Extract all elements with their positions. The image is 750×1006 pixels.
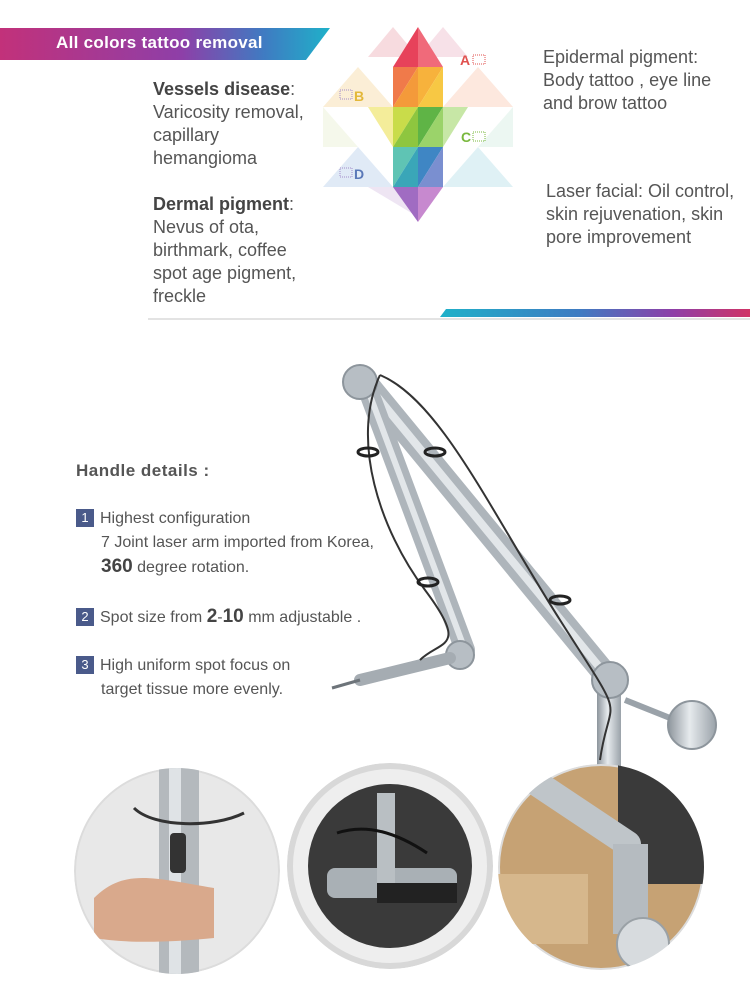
zone-label-a: [460, 52, 485, 68]
arm-joint-photo: [498, 764, 704, 970]
handpiece-photo: [74, 768, 280, 974]
number-badge: 3: [76, 656, 94, 674]
item-3-line2: target tissue more evenly.: [101, 681, 284, 698]
vessels-text: Varicosity removal, capillary hemangioma: [153, 102, 304, 168]
vessels-heading: Vessels disease: [153, 79, 291, 99]
handle-item-2: [76, 605, 361, 630]
dermal-colon: :: [289, 194, 295, 214]
zone-label-c: [461, 129, 485, 145]
item-3-line1: High uniform spot focus on: [100, 657, 291, 674]
item-2-max: 10: [222, 606, 244, 627]
item-1-line1: Highest configuration: [100, 510, 251, 527]
accent-bar: [440, 309, 750, 317]
section-divider: [148, 318, 750, 320]
laser-facial-block: Laser facial: Oil control, skin rejuvenation, skin pore improvement: [546, 181, 735, 247]
item-1-rotation-value: 360: [101, 556, 133, 577]
color-diamond-diagram: [318, 22, 518, 222]
handpiece-holder-photo: [287, 763, 493, 969]
item-1-line2: 7 Joint laser arm imported from Korea,: [101, 534, 374, 551]
item-1-line3: degree rotation.: [132, 559, 250, 576]
item-2-min: 2: [206, 606, 218, 627]
number-badge: 1: [76, 509, 94, 527]
number-badge: 2: [76, 608, 94, 626]
zone-a-letter: A: [460, 52, 471, 68]
handle-item-3: [76, 654, 290, 702]
vessels-disease-block: [153, 78, 323, 170]
laser-arm-image: [320, 360, 730, 780]
item-2-pre: Spot size from: [100, 609, 207, 626]
zone-b-letter: B: [354, 88, 365, 104]
banner-title: All colors tattoo removal: [56, 33, 263, 52]
vessels-colon: :: [290, 79, 296, 99]
zone-c-letter: C: [461, 129, 472, 145]
handle-details-title: Handle details :: [76, 461, 210, 480]
epidermal-pigment-block: Epidermal pigment: Body tattoo , eye line and brow tattoo: [543, 47, 712, 113]
dermal-heading: Dermal pigment: [153, 194, 290, 214]
zone-d-letter: D: [354, 166, 365, 182]
item-2-post: mm adjustable .: [243, 609, 362, 626]
item-2-dash: -: [217, 609, 223, 626]
dermal-text: Nevus of ota, birthmark, coffee spot age pigment, freckle: [153, 217, 297, 306]
dermal-pigment-block: [153, 193, 323, 308]
